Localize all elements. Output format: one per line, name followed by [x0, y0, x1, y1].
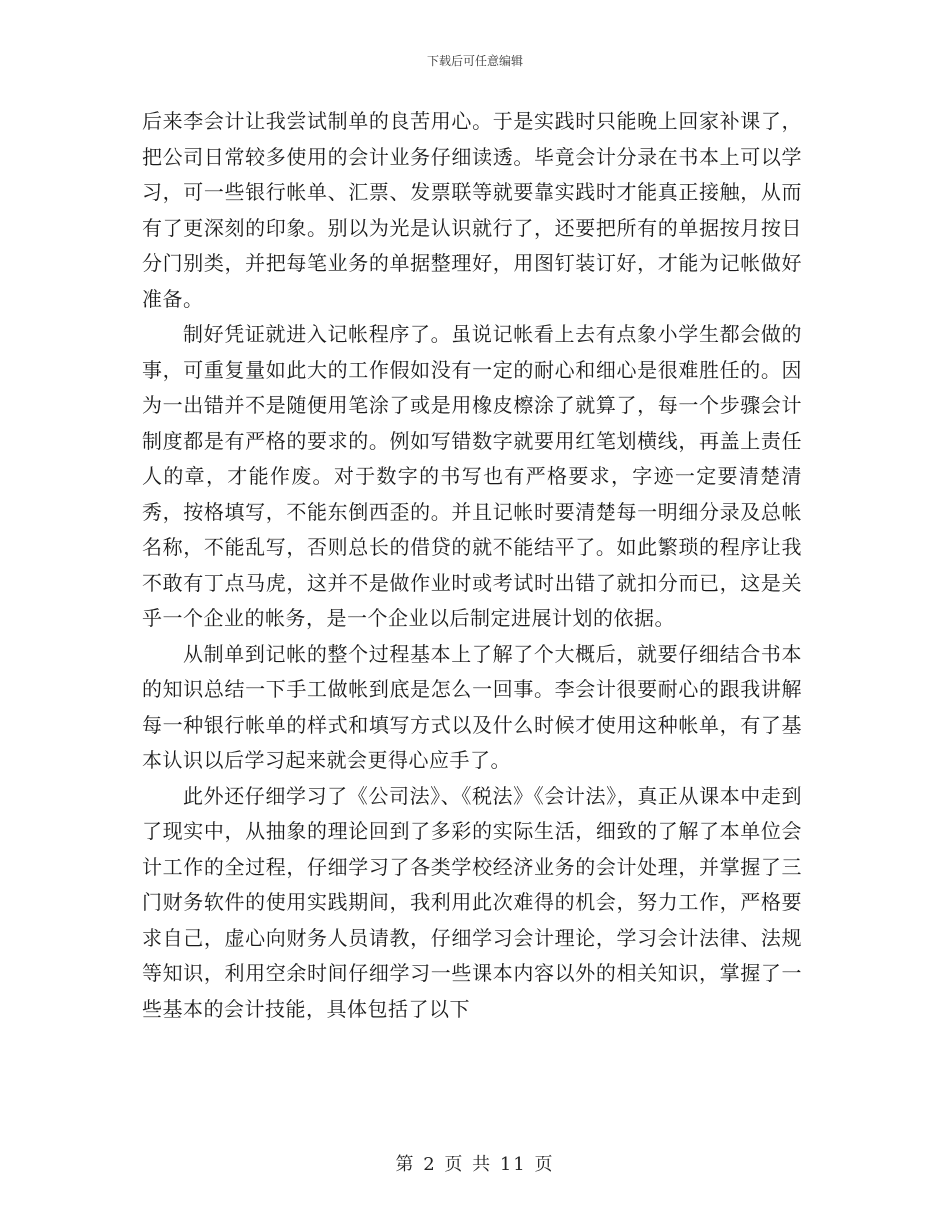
paragraph-4: 此外还仔细学习了《公司法》、《税法》《会计法》，真正从课本中走到了现实中，从抽象的理论回到了多彩的实际生活，细致的了解了本单位会计工作的全过程，仔细学习了各类学校经济业务的会计处理，并掌握了三门财务软件的使用实践期间，我利用此次难得的机会，努力工作，严格要求自己，虚心向财务人员请教，仔细学习会计理论，学习会计法律、法规等知识，利用空余时间仔细学习一些课本内容以外的相关知识，掌握了一些基本的会计技能，具体包括了以下 [142, 783, 802, 1021]
paragraph-2: 制好凭证就进入记帐程序了。虽说记帐看上去有点象小学生都会做的事，可重复量如此大的工作假如没有一定的耐心和细心是很难胜任的。因为一出错并不是随便用笔涂了或是用橡皮檫涂了就算了，每一个步骤会计制度都是有严格的要求的。例如写错数字就要用红笔划横线，再盖上责任人的章，才能作废。对于数字的书写也有严格要求，字迹一定要清楚清秀，按格填写，不能东倒西歪的。并且记帐时要清楚每一明细分录及总帐名称，不能乱写，否则总长的借贷的就不能结平了。如此繁琐的程序让我不敢有丁点马虎，这并不是做作业时或考试时出错了就扣分而已，这是关乎一个企业的帐务，是一个企业以后制定进展计划的依据。 [142, 322, 802, 630]
paragraph-1: 后来李会计让我尝试制单的良苦用心。于是实践时只能晚上回家补课了，把公司日常较多使用的会计业务仔细读透。毕竟会计分录在书本上可以学习，可一些银行帐单、汇票、发票联等就要靠实践时才能真正接触，从而有了更深刻的印象。别以为光是认识就行了，还要把所有的单据按月按日分门别类，并把每笔业务的单据整理好，用图钉装订好，才能为记帐做好准备。 [142, 109, 802, 311]
document-body [142, 104, 802, 1027]
page-number-footer: 第 2 页 共 11 页 [395, 1154, 555, 1175]
paragraph-3: 从制单到记帐的整个过程基本上了解了个大概后，就要仔细结合书本的知识总结一下手工做帐到底是怎么一回事。李会计很要耐心的跟我讲解每一种银行帐单的样式和填写方式以及什么时候才使用这种帐单，有了基本认识以后学习起来就会更得心应手了。 [142, 641, 802, 772]
page-header: 下载后可任意编辑 [426, 54, 523, 68]
